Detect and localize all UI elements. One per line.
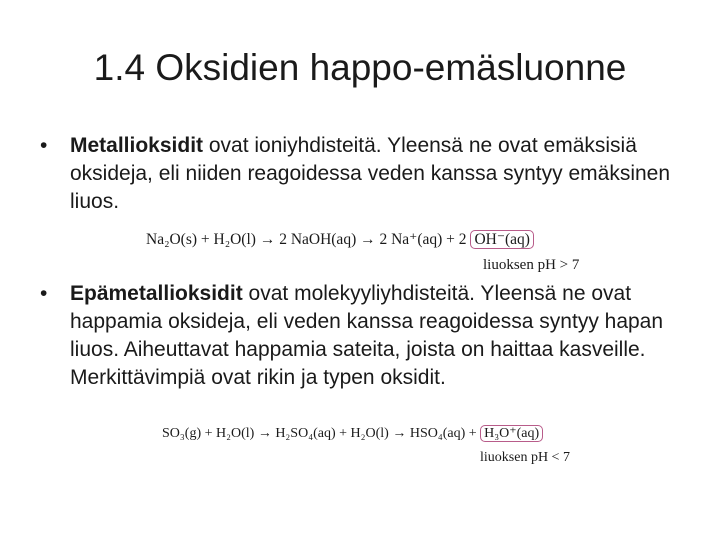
equation-basic-oxide: [146, 230, 534, 249]
equation-acidic-oxide: [162, 425, 543, 442]
equation-main: SO₃(g) + H₂O(l) → H₂SO₄(aq) + H₂O(l) → HSO₄(aq) +: [162, 426, 481, 441]
slide-title: 1.4 Oksidien happo-emäsluonne: [93, 47, 627, 88]
bullet-term: Metallioksidit: [70, 134, 204, 157]
equation-note-ph-acidic: liuoksen pH < 7: [480, 450, 570, 465]
equation-highlight-hydronium: H₃O⁺(aq): [480, 425, 543, 442]
equation-note-ph-basic: liuoksen pH > 7: [483, 257, 580, 273]
bullet-nonmetal-oxides: [40, 280, 680, 392]
equation-highlight-hydroxide: OH⁻(aq): [470, 230, 534, 249]
bullet-term: Epämetallioksidit: [70, 282, 243, 305]
bullet-marker: •: [40, 282, 48, 305]
bullet-body: ovat ioniyhdisteitä. Yleensä ne ovat emäksisiä oksideja, eli niiden reagoidessa veden kanssa syntyy emäksinen liuos.: [70, 134, 671, 213]
bullet-metal-oxides: [40, 132, 680, 216]
bullet-body: ovat molekyyliyhdisteitä. Yleensä ne ovat happamia oksideja, eli veden kanssa reagoidessa syntyy hapan liuos. Aiheuttavat happamia sateita, joista on haittaa kasveille. Merkittävimpiä ovat rikin ja typen oksidit.: [70, 282, 664, 389]
equation-main: Na₂O(s) + H₂O(l) → 2 NaOH(aq) → 2 Na⁺(aq) + 2: [146, 231, 471, 248]
bullet-text: [70, 132, 680, 216]
bullet-marker: •: [40, 134, 48, 157]
bullet-text: [70, 280, 680, 392]
